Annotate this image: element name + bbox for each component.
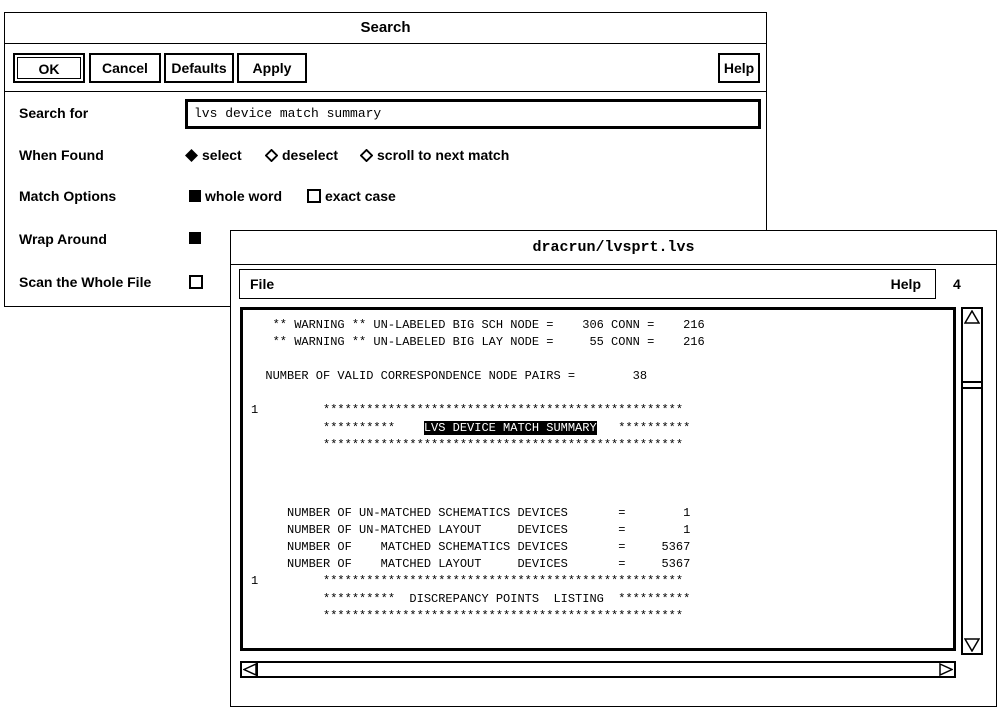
ok-button-label: OK <box>17 57 81 79</box>
report-line: NUMBER OF UN-MATCHED SCHEMATICS DEVICES = 1 <box>251 506 691 521</box>
menu-file[interactable]: File <box>250 276 275 292</box>
wrap-around-checkbox[interactable] <box>189 232 201 244</box>
apply-button[interactable]: Apply <box>237 53 307 83</box>
report-line: NUMBER OF MATCHED LAYOUT DEVICES = 5367 <box>251 557 691 572</box>
hscroll-thumb[interactable] <box>256 663 266 676</box>
checkbox-unchecked-icon <box>189 275 203 289</box>
report-line: NUMBER OF MATCHED SCHEMATICS DEVICES = 5367 <box>251 540 691 555</box>
report-line: ********** DISCREPANCY POINTS LISTING ********** <box>251 591 691 606</box>
ok-button[interactable] <box>13 53 85 83</box>
whole-word-checkbox[interactable] <box>189 188 282 204</box>
scroll-up-arrow-icon[interactable] <box>964 310 980 324</box>
page-number: 4 <box>953 276 961 292</box>
match-options-label: Match Options <box>19 188 117 204</box>
whole-word-label: whole word <box>205 188 282 204</box>
exact-case-label: exact case <box>325 188 396 204</box>
radio-scroll-next-label: scroll to next match <box>377 147 510 163</box>
checkbox-unchecked-icon <box>307 189 321 203</box>
report-line: 1 ************************************************** <box>251 403 684 418</box>
scroll-right-arrow-icon[interactable] <box>939 663 953 676</box>
radio-select[interactable] <box>185 147 242 163</box>
toolbar-divider <box>5 91 766 92</box>
scroll-left-arrow-icon[interactable] <box>243 663 257 676</box>
report-text-area[interactable] <box>240 307 956 651</box>
vertical-scrollbar[interactable] <box>961 307 983 655</box>
checkbox-checked-icon <box>189 232 201 244</box>
horizontal-scrollbar[interactable] <box>240 661 956 678</box>
menu-bar <box>239 269 936 299</box>
cancel-button[interactable]: Cancel <box>89 53 161 83</box>
radio-deselect-label: deselect <box>282 147 339 163</box>
menu-help[interactable]: Help <box>890 276 921 292</box>
report-text <box>251 317 705 625</box>
report-line: ** WARNING ** UN-LABELED BIG LAY NODE = 55 CONN = 216 <box>251 335 705 350</box>
report-line: ************************************************** <box>251 608 684 623</box>
document-title: dracrun/lvsprt.lvs <box>231 231 996 265</box>
report-line: 1 ************************************************** <box>251 574 684 589</box>
report-line: ** WARNING ** UN-LABELED BIG SCH NODE = 306 CONN = 216 <box>251 318 705 332</box>
scan-whole-file-label: Scan the Whole File <box>19 274 152 290</box>
checkbox-checked-icon <box>189 190 201 202</box>
report-line: NUMBER OF VALID CORRESPONDENCE NODE PAIRS = 38 <box>251 369 648 384</box>
search-input[interactable]: lvs device match summary <box>185 99 761 129</box>
radio-empty-icon <box>265 149 278 162</box>
scroll-down-arrow-icon[interactable] <box>964 638 980 652</box>
wrap-around-label: Wrap Around <box>19 231 107 247</box>
report-line: NUMBER OF UN-MATCHED LAYOUT DEVICES = 1 <box>251 523 691 538</box>
search-dialog-title: Search <box>5 13 766 44</box>
scan-whole-file-checkbox[interactable] <box>189 275 203 289</box>
radio-empty-icon <box>360 149 373 162</box>
defaults-button[interactable]: Defaults <box>164 53 234 83</box>
search-match-highlight: LVS DEVICE MATCH SUMMARY <box>423 420 597 435</box>
radio-select-label: select <box>202 147 242 163</box>
help-button[interactable]: Help <box>718 53 760 83</box>
when-found-label: When Found <box>19 147 104 163</box>
report-line: ********** LVS DEVICE MATCH SUMMARY ********** <box>251 420 691 435</box>
exact-case-checkbox[interactable] <box>307 188 396 204</box>
search-for-label: Search for <box>19 105 89 121</box>
radio-scroll-next[interactable] <box>360 147 509 163</box>
document-window <box>230 230 997 707</box>
radio-filled-icon <box>185 149 198 162</box>
scroll-thumb[interactable] <box>963 381 981 389</box>
report-line: ************************************************** <box>251 437 684 452</box>
radio-deselect[interactable] <box>265 147 338 163</box>
